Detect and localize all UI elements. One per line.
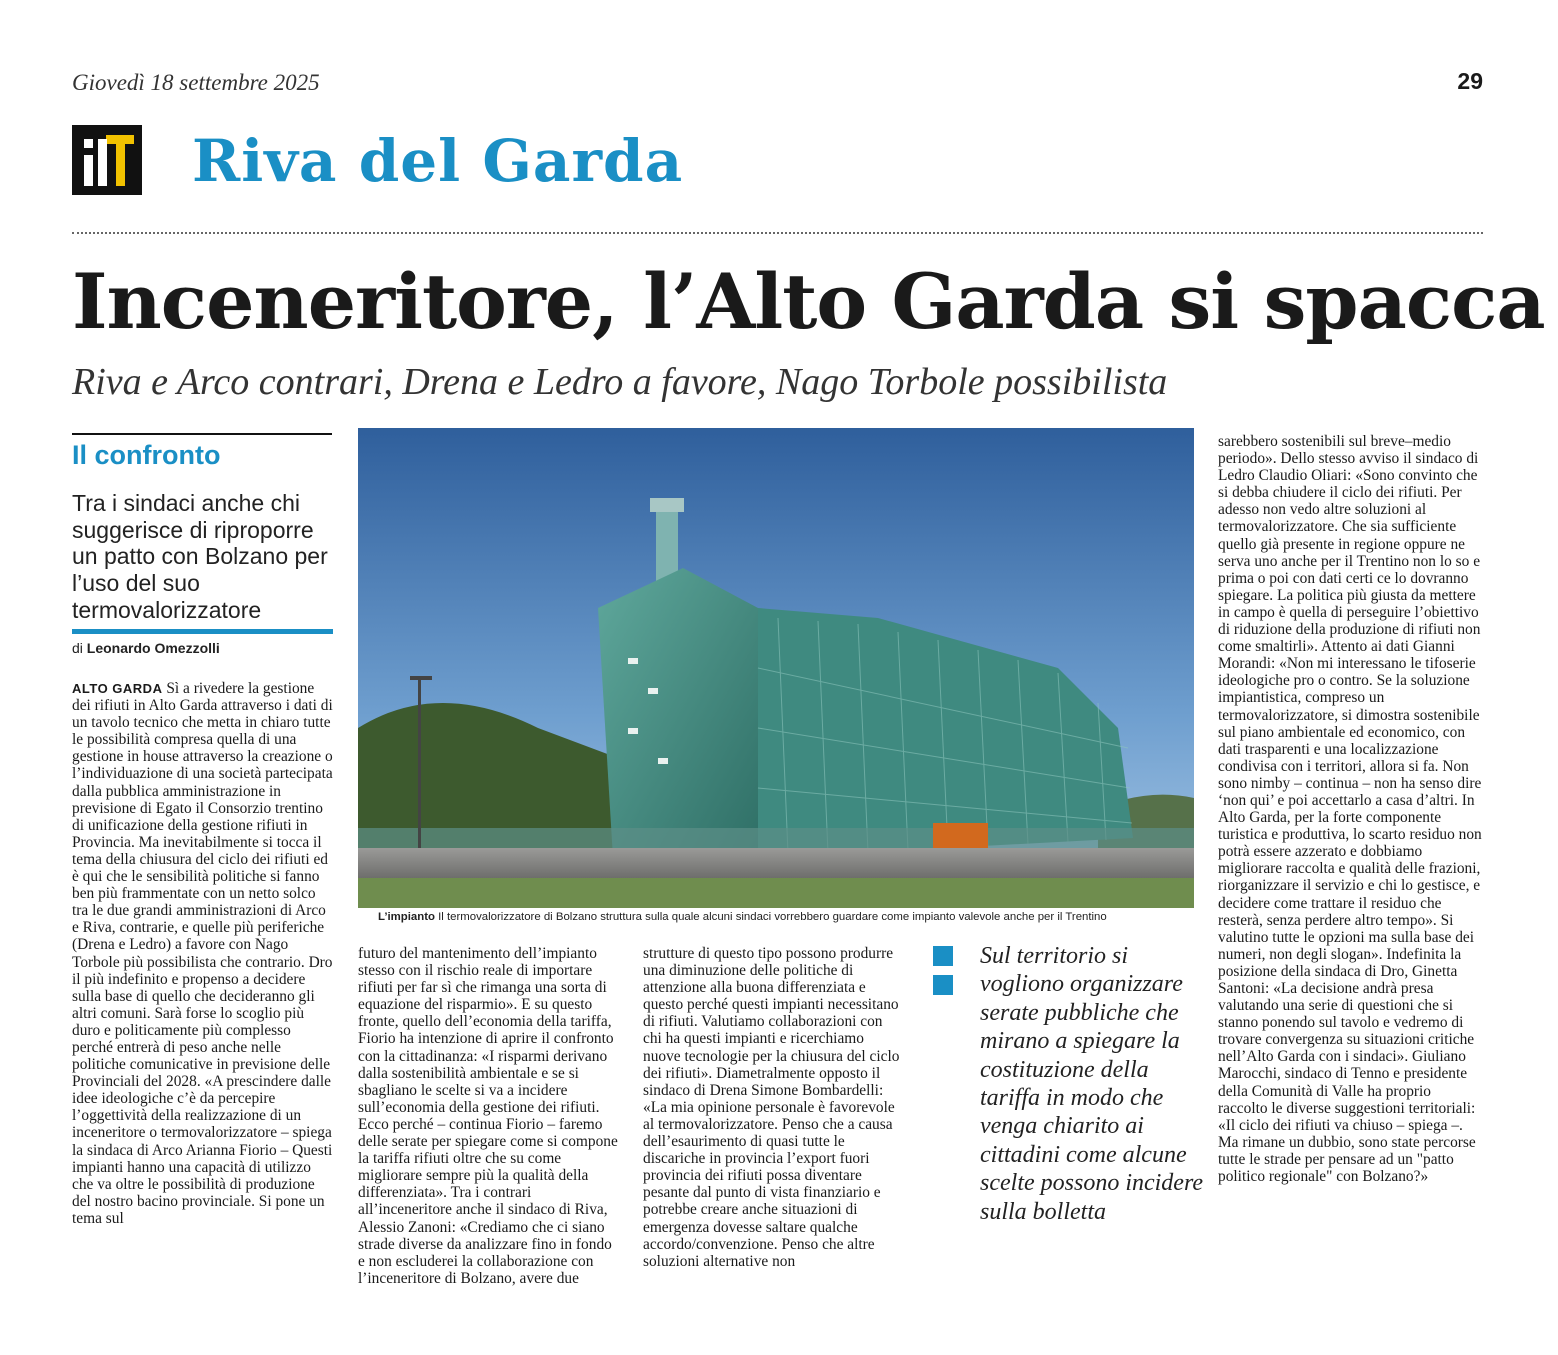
caption-label: L’impianto xyxy=(378,911,435,923)
body-column-3: strutture di questo tipo possono produrre una diminuzione delle politiche di attenzione alla buona differenziata e questo perché questi impianti necessitano di rifiuti. Valutiamo collaborazioni con chi ha questi impianti e ricerchiamo nuove tecnologie per la chiusura del ciclo dei rifiuti». Diametralmente opposto il sindaco di Drena Simone Bombardelli: «La mia opinione personale è favorevole al termovalorizzatore. Penso che a causa dell’esaurimento di quasi tutte le discariche in provincia l’export fuori provincia dei rifiuti possa diventare pesante dal punto di vista finanziario e potrebbe creare anche situazioni di emergenza dovesse saltare qualche accordo/convenzione. Penso che altre soluzioni alternative non xyxy=(643,945,900,1270)
page-number: 29 xyxy=(1457,68,1483,94)
sidebar-bottom-rule xyxy=(72,629,333,634)
headline: Inceneritore, l’Alto Garda si spacca xyxy=(72,257,1545,346)
newspaper-logo xyxy=(72,125,142,195)
pull-quote: Sul territorio si vogliono organizzare serate pubbliche che mirano a spiegare la costituzione della tariffa in modo che venga chiarito ai cittadini come alcune scelte possono incidere sulla bolletta xyxy=(980,943,1204,1225)
section-title: Riva del Garda xyxy=(192,127,684,195)
article-photo xyxy=(358,428,1194,908)
lead-place: ALTO GARDA xyxy=(72,681,163,696)
incinerator-photo-illustration xyxy=(358,428,1194,908)
body-column-1-text: Sì a rivedere la gestione dei rifiuti in Alto Garda attraverso i dati di un tavolo tecnico che metta in chiaro tutte le possibilità compresa quella di una gestione in house attraverso la creazione o l’individuazione di una società partecipata dalla pubblica amministrazione in previsione di Egato il Consorzio trentino di unificazione della gestione rifiuti in Provincia. Ma inevitabilmente si tocca il tema della chiusura del ciclo dei rifiuti ed è qui che le sensibilità politiche si fanno ben più frammentate con un netto solco tra le due grandi amministrazioni di Arco e Riva, contrarie, e quelle più periferiche (Drena e Ledro) a favore con Nago Torbole più possibilista che contrario. Dro il più indefinito e propenso a decidere sulla base di quello che decideranno gli altri comuni. Sarà forse lo scoglio più duro e politicamente più complesso perché entrerà di peso anche nelle politiche comunicative in previsione delle Provinciali del 2028. «A prescindere dalle idee ideologiche c’è da percepire l’oggettività della realizzazione di un inceneritore o termovalorizzatore – spiega la sindaca di Arco Arianna Fiorio – Questi impianti hanno una capacità di utilizzo che va oltre le possibilità di produzione del nostro bacino provinciale. Si pone un tema sul xyxy=(72,680,333,1227)
quote-marker-square xyxy=(933,975,953,995)
quote-marker-square xyxy=(933,946,953,966)
sidebar-text: Tra i sindaci anche chi suggerisce di riproporre un patto con Bolzano per l’uso del suo termovalorizzatore xyxy=(72,490,328,623)
photo-caption xyxy=(378,911,1107,923)
sidebar-top-rule xyxy=(72,433,332,435)
body-column-2: futuro del mantenimento dell’impianto stesso con il rischio reale di importare rifiuti per far sì che rimanga una sorta di equazione del risparmio». E su questo fronte, quello dell’economia della tariffa, Fiorio ha intenzione di aprire il confronto con la cittadinanza: «I risparmi derivano dalla sostenibilità ambientale e se si sbagliano le scelte si va a incidere sull’economia della gestione dei rifiuti. Ecco perché – continua Fiorio – faremo delle serate per spiegare come si compone la tariffa rifiuti oltre che su come migliorare sempre più la qualità della differenziata». Tra i contrari all’inceneritore anche il sindaco di Riva, Alessio Zanoni: «Crediamo che ci siano strade diverse da analizzare fino in fondo e non escluderei la collaborazione con l’inceneritore di Bolzano, avere due xyxy=(358,945,618,1287)
subheadline: Riva e Arco contrari, Drena e Ledro a favore, Nago Torbole possibilista xyxy=(72,361,1168,403)
byline-author: Leonardo Omezzolli xyxy=(86,640,220,656)
issue-date: Giovedì 18 settembre 2025 xyxy=(72,70,320,95)
body-column-1 xyxy=(72,680,334,1340)
caption-text: Il termovalorizzatore di Bolzano struttura sulla quale alcuni sindaci vorrebbero guardare come impianto valevole anche per il Trentino xyxy=(438,911,1107,923)
sidebar-label: Il confronto xyxy=(72,440,221,470)
byline xyxy=(72,640,220,656)
logo-mark-icon xyxy=(72,125,142,195)
byline-prefix: di xyxy=(72,640,83,656)
body-column-right: sarebbero sostenibili sul breve–medio periodo». Dello stesso avviso il sindaco di Ledro Claudio Oliari: «Sono convinto che si debba chiudere il ciclo dei rifiuti. Per adesso non vedo altre soluzioni al termovalorizzatore. Che sia sufficiente quello già presente in regione oppure ne serva uno anche per il Trentino non lo so e prima o poi con dati certi ce lo dovranno spiegare. La politica più giusta da mettere in campo è quella di perseguire l’obiettivo di riduzione della produzione di rifiuti non come smaltirli». Attento ai dati Gianni Morandi: «Non mi interessano le tifoserie ideologiche pro o contro. Se la soluzione impiantistica, compreso un termovalorizzatore, si dimostra sostenibile sul piano ambientale ed economico, con dati trasparenti e una localizzazione condivisa con i territori, allora si fa. Non sono nimby – continua – non ha senso dire ‘non qui’ e poi accettarlo a casa d’altri. In Alto Garda, per la forte componente turistica e produttiva, lo scarto residuo non potrà essere azzerato e dobbiamo migliorare raccolta e qualità delle frazioni, riorganizzare il servizio e chi lo gestisce, e decidere come trattare il residuo che resterà, senza perdere altro tempo». Si valutino tutte le opzioni ma sulla base dei numeri, non degli slogan». Indefinita la posizione della sindaca di Dro, Ginetta Santoni: «La decisione andrà presa valutando una serie di questioni che si stanno ponendo sul tavolo e vedremo di trovare convergenza su situazioni critiche nell’Alto Garda con i sindaci». Giuliano Marocchi, sindaco di Tenno e presidente della Comunità di Valle ha proprio raccolto le diverse suggestioni territoriali: «Il ciclo dei rifiuti va chiuso – spiega –. Ma rimane un dubbio, sono state percorse tutte le strade per pensare ad un "patto politico regionale" con Bolzano?» xyxy=(1218,433,1482,1186)
header-divider xyxy=(72,232,1483,234)
